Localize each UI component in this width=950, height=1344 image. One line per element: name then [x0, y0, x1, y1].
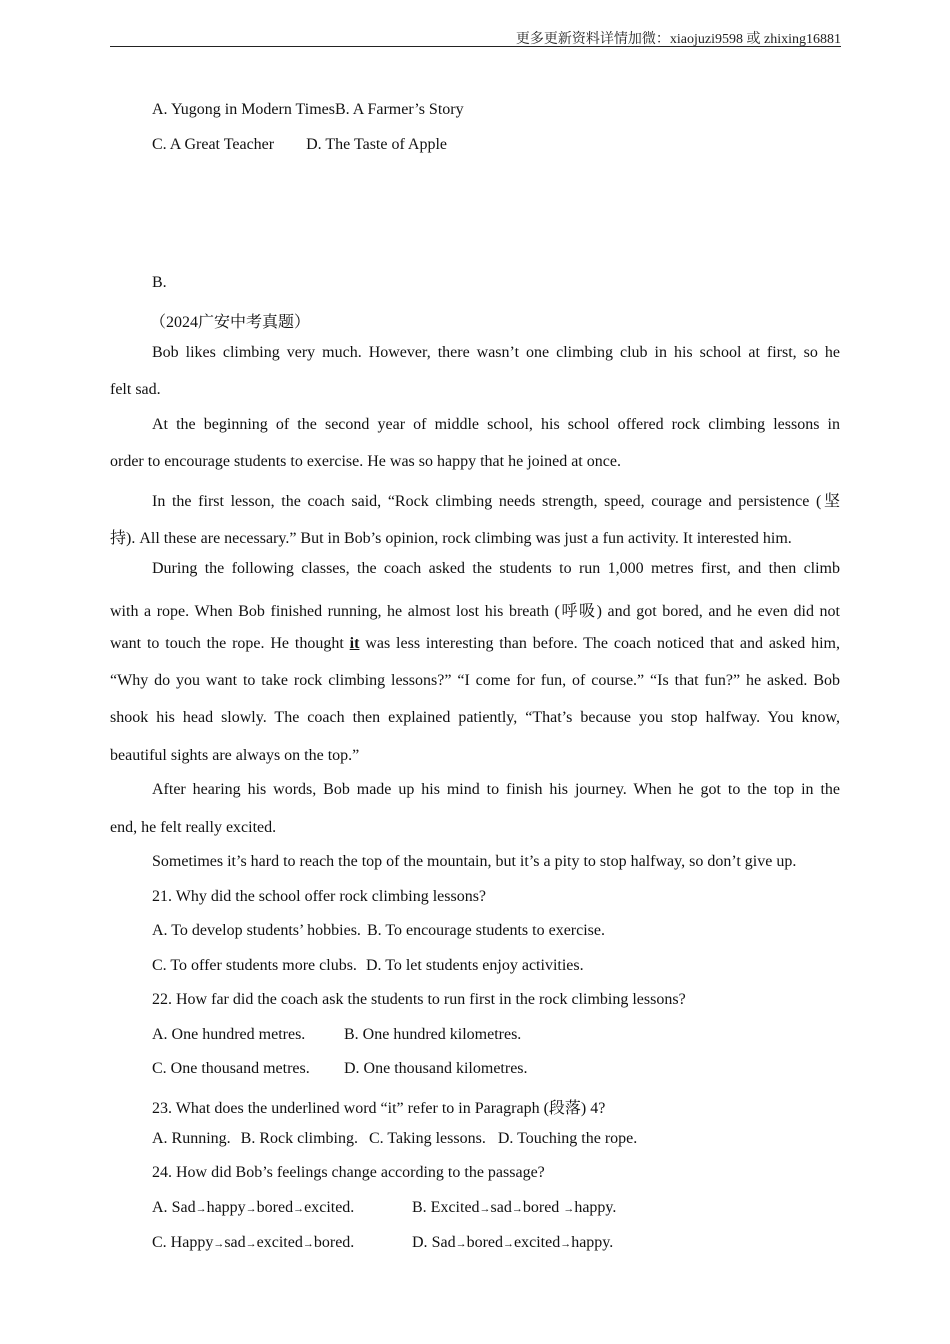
feeling: Excited: [430, 1199, 480, 1216]
feeling: Sad: [431, 1234, 456, 1251]
arrow-icon: →: [213, 1238, 225, 1250]
option-c: [152, 1234, 412, 1252]
passage-line: Bob likes climbing very much. However, there wasn’t one climbing club in his school at first, so he: [152, 344, 840, 361]
passage-line: “Why do you want to take rock climbing lessons?” “I come for fun, of course.” “Is that fun?” he asked. Bob: [110, 672, 840, 689]
option-d: D. To let students enjoy activities.: [365, 957, 584, 974]
options-row: [152, 1199, 840, 1217]
arrow-icon: →: [195, 1203, 207, 1215]
feeling: Happy: [170, 1234, 214, 1251]
feeling: sad: [224, 1234, 246, 1251]
passage-line: with a rope. When Bob finished running, he almost lost his breath (呼吸) and got bored, and he even did not: [110, 603, 840, 620]
option-b: B. To encourage students to exercise.: [366, 922, 606, 939]
question-stem: 24. How did Bob’s feelings change according to the passage?: [152, 1164, 545, 1181]
feeling: happy.: [571, 1234, 614, 1251]
feeling: happy.: [574, 1199, 617, 1216]
option-letter: C.: [152, 1234, 171, 1251]
arrow-icon: →: [479, 1203, 491, 1215]
arrow-icon: →: [455, 1238, 467, 1250]
section-source: （2024广安中考真题）: [150, 314, 311, 331]
option-b: [412, 1199, 616, 1216]
feeling: excited: [514, 1234, 561, 1251]
passage-line: [110, 635, 840, 653]
passage-line: During the following classes, the coach asked the students to run 1,000 metres first, and then climb: [152, 560, 840, 577]
prev-option-a: A. Yugong in Modern Times: [152, 101, 335, 118]
options-row: [152, 1026, 840, 1044]
option-letter: B.: [412, 1199, 431, 1216]
option-c: C. One thousand metres.: [152, 1060, 310, 1077]
passage-text: was less interesting than before. The coach noticed that and asked him,: [359, 635, 840, 652]
options-row: [152, 1234, 840, 1252]
prev-option-b: B. A Farmer’s Story: [334, 101, 464, 118]
prev-option-c: C. A Great Teacher: [152, 136, 275, 153]
options-row: [152, 957, 840, 975]
question-stem: 23. What does the underlined word “it” refer to in Paragraph (段落) 4?: [152, 1100, 606, 1117]
option-letter: A.: [152, 1199, 172, 1216]
feeling: happy: [206, 1199, 246, 1216]
option-a: A. Running.: [152, 1130, 231, 1147]
feeling: bored: [522, 1199, 564, 1216]
arrow-icon: →: [245, 1203, 257, 1215]
prev-options-row-2: [152, 136, 840, 154]
passage-line: end, he felt really excited.: [110, 819, 277, 836]
arrow-icon: →: [302, 1238, 314, 1250]
passage-line: 持). All these are necessary.” But in Bob’s opinion, rock climbing was just a fun activity. It interested him.: [110, 530, 792, 547]
header-text: 更多更新资料详情加微：xiaojuzi9598 或 zhixing16881: [515, 32, 841, 47]
arrow-icon: →: [511, 1203, 523, 1215]
arrow-icon: →: [563, 1203, 575, 1215]
feeling: bored: [256, 1199, 294, 1216]
option-b: B. One hundred kilometres.: [344, 1026, 522, 1043]
question-stem: 21. Why did the school offer rock climbing lessons?: [152, 888, 487, 905]
feeling: Sad: [171, 1199, 196, 1216]
page-header: [110, 26, 841, 47]
question-stem: 22. How far did the coach ask the students to run first in the rock climbing lessons?: [152, 991, 686, 1008]
arrow-icon: →: [503, 1238, 514, 1250]
feeling: bored: [466, 1234, 503, 1251]
arrow-icon: →: [293, 1203, 305, 1215]
feeling: bored.: [313, 1234, 355, 1251]
options-row: [152, 922, 840, 940]
feeling: excited: [256, 1234, 303, 1251]
options-row: [152, 1060, 840, 1078]
underlined-word-it: it: [349, 635, 360, 652]
passage-line: At the beginning of the second year of middle school, his school offered rock climbing lessons in: [152, 416, 840, 433]
passage-line: In the first lesson, the coach said, “Rock climbing needs strength, speed, courage and persistence (坚: [152, 493, 840, 510]
prev-option-d: D. The Taste of Apple: [306, 136, 448, 153]
passage-line: order to encourage students to exercise. He was so happy that he joined at once.: [110, 453, 621, 470]
option-letter: D.: [412, 1234, 432, 1251]
passage-line: shook his head slowly. The coach then explained patiently, “That’s because you stop halfway. You know,: [110, 709, 840, 726]
option-d: D. One thousand kilometres.: [344, 1060, 528, 1077]
prev-options-row-1: [152, 101, 840, 119]
feeling: sad: [490, 1199, 512, 1216]
arrow-icon: →: [560, 1238, 572, 1250]
section-label: B.: [152, 274, 167, 291]
option-c: C. Taking lessons.: [369, 1130, 486, 1147]
feeling: excited.: [304, 1199, 355, 1216]
passage-line: After hearing his words, Bob made up his mind to finish his journey. When he got to the top in the: [152, 781, 840, 798]
options-row: [152, 1130, 840, 1148]
option-a: A. One hundred metres.: [152, 1026, 306, 1043]
option-d: D. Touching the rope.: [497, 1130, 638, 1147]
option-a: [152, 1199, 412, 1217]
option-d: [412, 1234, 613, 1251]
option-b: B. Rock climbing.: [240, 1130, 358, 1147]
option-a: A. To develop students’ hobbies.: [152, 922, 361, 939]
option-c: C. To offer students more clubs.: [152, 957, 357, 974]
passage-line: Sometimes it’s hard to reach the top of the mountain, but it’s a pity to stop halfway, so don’t give up.: [152, 853, 797, 870]
passage-line: beautiful sights are always on the top.”: [110, 747, 360, 764]
arrow-icon: →: [245, 1238, 257, 1250]
passage-line: felt sad.: [110, 381, 161, 398]
passage-text: want to touch the rope. He thought: [110, 635, 350, 652]
